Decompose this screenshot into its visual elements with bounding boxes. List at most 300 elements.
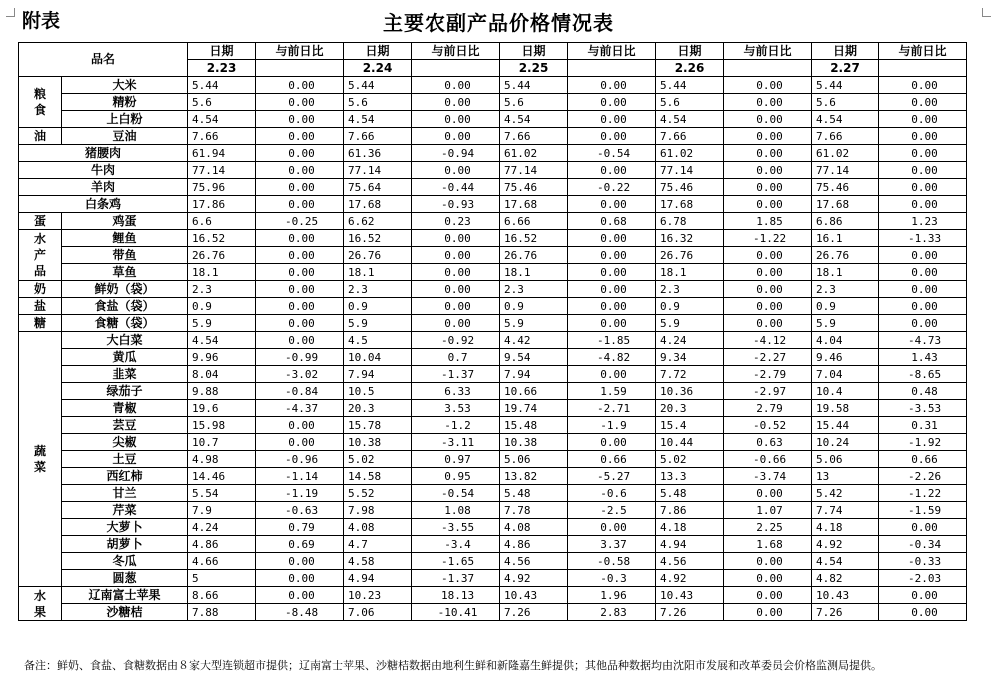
- change-cell: 0.00: [724, 604, 812, 621]
- change-cell: 2.83: [568, 604, 656, 621]
- product-name: 上白粉: [62, 111, 188, 128]
- category-label: 水 产 品: [19, 230, 62, 281]
- change-cell: -10.41: [412, 604, 500, 621]
- price-cell: 9.46: [812, 349, 879, 366]
- price-cell: 5.42: [812, 485, 879, 502]
- change-cell: 0.00: [724, 162, 812, 179]
- table-row: [19, 485, 967, 502]
- header-blank-cell: [256, 60, 344, 77]
- change-cell: 0.00: [568, 315, 656, 332]
- price-cell: 6.62: [344, 213, 412, 230]
- change-cell: 0.00: [879, 519, 967, 536]
- change-cell: -3.53: [879, 400, 967, 417]
- price-cell: 10.43: [500, 587, 568, 604]
- price-cell: 10.04: [344, 349, 412, 366]
- price-cell: 7.66: [812, 128, 879, 145]
- change-cell: 1.96: [568, 587, 656, 604]
- price-cell: 77.14: [188, 162, 256, 179]
- price-cell: 7.06: [344, 604, 412, 621]
- change-cell: -1.37: [412, 570, 500, 587]
- change-cell: 0.95: [412, 468, 500, 485]
- header-date-value: 2.26: [656, 60, 724, 77]
- price-cell: 18.1: [812, 264, 879, 281]
- change-cell: -1.65: [412, 553, 500, 570]
- product-name: 食盐（袋）: [62, 298, 188, 315]
- price-cell: 13: [812, 468, 879, 485]
- price-cell: 16.1: [812, 230, 879, 247]
- price-cell: 26.76: [344, 247, 412, 264]
- product-name: 西红柿: [62, 468, 188, 485]
- price-cell: 4.92: [812, 536, 879, 553]
- change-cell: 0.00: [412, 77, 500, 94]
- price-cell: 7.04: [812, 366, 879, 383]
- change-cell: 0.00: [256, 247, 344, 264]
- change-cell: 0.63: [724, 434, 812, 451]
- category-label: 油: [19, 128, 62, 145]
- change-cell: 0.00: [568, 94, 656, 111]
- price-cell: 10.66: [500, 383, 568, 400]
- price-cell: 10.38: [344, 434, 412, 451]
- table-row: [19, 77, 967, 94]
- price-cell: 4.92: [500, 570, 568, 587]
- price-cell: 5.6: [812, 94, 879, 111]
- price-cell: 17.86: [188, 196, 256, 213]
- price-cell: 8.04: [188, 366, 256, 383]
- price-cell: 61.02: [656, 145, 724, 162]
- price-cell: 7.26: [656, 604, 724, 621]
- change-cell: -3.74: [724, 468, 812, 485]
- change-cell: -0.99: [256, 349, 344, 366]
- change-cell: 0.00: [256, 553, 344, 570]
- price-cell: 5: [188, 570, 256, 587]
- header-date-value: 2.25: [500, 60, 568, 77]
- price-cell: 61.94: [188, 145, 256, 162]
- product-name: 冬瓜: [62, 553, 188, 570]
- change-cell: 0.00: [568, 434, 656, 451]
- price-cell: 5.54: [188, 485, 256, 502]
- change-cell: 0.7: [412, 349, 500, 366]
- change-cell: 0.00: [724, 315, 812, 332]
- product-name: 羊肉: [19, 179, 188, 196]
- change-cell: 0.00: [412, 111, 500, 128]
- header-date-value: 2.27: [812, 60, 879, 77]
- change-cell: 0.00: [879, 162, 967, 179]
- price-cell: 5.9: [344, 315, 412, 332]
- change-cell: 0.00: [724, 94, 812, 111]
- product-name: 辽南富士苹果: [62, 587, 188, 604]
- price-cell: 7.26: [812, 604, 879, 621]
- price-cell: 5.9: [500, 315, 568, 332]
- price-cell: 10.23: [344, 587, 412, 604]
- change-cell: -3.55: [412, 519, 500, 536]
- change-cell: -3.11: [412, 434, 500, 451]
- table-row: [19, 94, 967, 111]
- table-row: [19, 604, 967, 621]
- price-cell: 4.58: [344, 553, 412, 570]
- change-cell: -0.93: [412, 196, 500, 213]
- table-row: [19, 179, 967, 196]
- change-cell: 1.43: [879, 349, 967, 366]
- price-cell: 5.6: [656, 94, 724, 111]
- price-cell: 5.44: [500, 77, 568, 94]
- price-cell: 61.02: [500, 145, 568, 162]
- change-cell: 0.00: [568, 519, 656, 536]
- price-cell: 0.9: [344, 298, 412, 315]
- change-cell: 3.53: [412, 400, 500, 417]
- price-cell: 17.68: [344, 196, 412, 213]
- change-cell: 0.00: [879, 587, 967, 604]
- table-row: [19, 570, 967, 587]
- price-cell: 5.6: [500, 94, 568, 111]
- appendix-label: 附表: [22, 10, 61, 32]
- price-cell: 0.9: [500, 298, 568, 315]
- price-cell: 6.86: [812, 213, 879, 230]
- change-cell: 0.00: [412, 247, 500, 264]
- price-cell: 15.44: [812, 417, 879, 434]
- change-cell: 0.00: [568, 298, 656, 315]
- product-name: 沙糖桔: [62, 604, 188, 621]
- price-cell: 15.78: [344, 417, 412, 434]
- price-cell: 5.52: [344, 485, 412, 502]
- price-cell: 10.38: [500, 434, 568, 451]
- price-cell: 0.9: [812, 298, 879, 315]
- price-cell: 13.82: [500, 468, 568, 485]
- product-name: 精粉: [62, 94, 188, 111]
- price-cell: 4.98: [188, 451, 256, 468]
- table-row: [19, 281, 967, 298]
- change-cell: 0.00: [256, 434, 344, 451]
- table-row: [19, 162, 967, 179]
- table-row: [19, 519, 967, 536]
- table-row: [19, 145, 967, 162]
- price-cell: 20.3: [656, 400, 724, 417]
- price-cell: 18.1: [188, 264, 256, 281]
- price-cell: 13.3: [656, 468, 724, 485]
- price-cell: 4.66: [188, 553, 256, 570]
- price-table-container: [18, 42, 962, 621]
- change-cell: 0.00: [879, 128, 967, 145]
- change-cell: 0.69: [256, 536, 344, 553]
- product-name: 牛肉: [19, 162, 188, 179]
- change-cell: 0.23: [412, 213, 500, 230]
- product-name: 尖椒: [62, 434, 188, 451]
- price-cell: 75.46: [812, 179, 879, 196]
- price-cell: 4.56: [656, 553, 724, 570]
- header-compare-label: 与前日比: [724, 43, 812, 60]
- price-cell: 4.86: [500, 536, 568, 553]
- price-cell: 7.66: [500, 128, 568, 145]
- product-name: 大米: [62, 77, 188, 94]
- category-label: 盐: [19, 298, 62, 315]
- change-cell: 0.00: [256, 315, 344, 332]
- price-cell: 26.76: [656, 247, 724, 264]
- change-cell: 0.00: [256, 264, 344, 281]
- change-cell: -2.27: [724, 349, 812, 366]
- price-cell: 75.46: [500, 179, 568, 196]
- product-name: 鲤鱼: [62, 230, 188, 247]
- product-name: 鸡蛋: [62, 213, 188, 230]
- table-row: [19, 128, 967, 145]
- price-cell: 18.1: [500, 264, 568, 281]
- price-cell: 5.44: [188, 77, 256, 94]
- price-cell: 7.88: [188, 604, 256, 621]
- price-cell: 16.52: [500, 230, 568, 247]
- price-cell: 19.74: [500, 400, 568, 417]
- price-cell: 26.76: [812, 247, 879, 264]
- change-cell: 0.79: [256, 519, 344, 536]
- product-name: 大白菜: [62, 332, 188, 349]
- price-cell: 9.88: [188, 383, 256, 400]
- change-cell: 0.00: [256, 417, 344, 434]
- product-name: 白条鸡: [19, 196, 188, 213]
- change-cell: 0.00: [568, 162, 656, 179]
- price-cell: 5.6: [188, 94, 256, 111]
- price-cell: 7.98: [344, 502, 412, 519]
- category-label: 粮 食: [19, 77, 62, 128]
- change-cell: 0.00: [724, 553, 812, 570]
- price-cell: 7.86: [656, 502, 724, 519]
- table-row: [19, 213, 967, 230]
- table-row: [19, 196, 967, 213]
- price-cell: 10.44: [656, 434, 724, 451]
- price-cell: 4.08: [344, 519, 412, 536]
- change-cell: -0.58: [568, 553, 656, 570]
- price-cell: 10.5: [344, 383, 412, 400]
- change-cell: 0.00: [568, 247, 656, 264]
- price-cell: 5.44: [656, 77, 724, 94]
- change-cell: 0.00: [724, 196, 812, 213]
- header-blank-cell: [412, 60, 500, 77]
- price-cell: 2.3: [344, 281, 412, 298]
- price-cell: 10.36: [656, 383, 724, 400]
- change-cell: -0.6: [568, 485, 656, 502]
- header-date-value: 2.23: [188, 60, 256, 77]
- change-cell: -0.34: [879, 536, 967, 553]
- header-date-label: 日期: [188, 43, 256, 60]
- change-cell: 0.00: [568, 366, 656, 383]
- price-cell: 7.78: [500, 502, 568, 519]
- price-cell: 5.44: [344, 77, 412, 94]
- price-cell: 17.68: [500, 196, 568, 213]
- change-cell: 1.08: [412, 502, 500, 519]
- price-cell: 4.82: [812, 570, 879, 587]
- change-cell: -1.85: [568, 332, 656, 349]
- price-cell: 75.46: [656, 179, 724, 196]
- product-name: 土豆: [62, 451, 188, 468]
- price-cell: 15.98: [188, 417, 256, 434]
- price-cell: 18.1: [656, 264, 724, 281]
- change-cell: 0.00: [568, 196, 656, 213]
- change-cell: 1.23: [879, 213, 967, 230]
- product-name: 胡萝卜: [62, 536, 188, 553]
- change-cell: 0.00: [879, 94, 967, 111]
- price-cell: 14.46: [188, 468, 256, 485]
- change-cell: -3.4: [412, 536, 500, 553]
- product-name: 韭菜: [62, 366, 188, 383]
- change-cell: 0.00: [879, 179, 967, 196]
- price-cell: 4.42: [500, 332, 568, 349]
- change-cell: -1.37: [412, 366, 500, 383]
- price-cell: 5.9: [188, 315, 256, 332]
- change-cell: 0.00: [412, 281, 500, 298]
- table-row: [19, 315, 967, 332]
- price-cell: 17.68: [656, 196, 724, 213]
- change-cell: 0.66: [879, 451, 967, 468]
- price-cell: 77.14: [500, 162, 568, 179]
- price-cell: 5.48: [500, 485, 568, 502]
- change-cell: 1.68: [724, 536, 812, 553]
- change-cell: -1.33: [879, 230, 967, 247]
- change-cell: 0.66: [568, 451, 656, 468]
- change-cell: -1.59: [879, 502, 967, 519]
- change-cell: 0.00: [879, 145, 967, 162]
- change-cell: -4.82: [568, 349, 656, 366]
- header-row-labels: [19, 43, 967, 60]
- price-cell: 5.6: [344, 94, 412, 111]
- change-cell: 0.00: [256, 298, 344, 315]
- change-cell: -0.54: [568, 145, 656, 162]
- change-cell: 0.00: [724, 264, 812, 281]
- price-cell: 7.9: [188, 502, 256, 519]
- price-cell: 19.6: [188, 400, 256, 417]
- change-cell: 0.00: [412, 315, 500, 332]
- header-blank-cell: [724, 60, 812, 77]
- change-cell: -0.96: [256, 451, 344, 468]
- change-cell: 0.00: [568, 281, 656, 298]
- header-compare-label: 与前日比: [568, 43, 656, 60]
- product-name: 猪腰肉: [19, 145, 188, 162]
- price-table: [18, 42, 967, 621]
- change-cell: 0.00: [412, 128, 500, 145]
- price-cell: 16.52: [188, 230, 256, 247]
- price-cell: 26.76: [500, 247, 568, 264]
- product-name: 大萝卜: [62, 519, 188, 536]
- price-cell: 4.08: [500, 519, 568, 536]
- product-name: 甘兰: [62, 485, 188, 502]
- change-cell: 0.00: [568, 77, 656, 94]
- change-cell: 0.00: [412, 94, 500, 111]
- table-row: [19, 349, 967, 366]
- change-cell: 0.00: [256, 111, 344, 128]
- price-cell: 4.92: [656, 570, 724, 587]
- price-cell: 26.76: [188, 247, 256, 264]
- price-cell: 10.43: [656, 587, 724, 604]
- table-row: [19, 553, 967, 570]
- price-cell: 4.54: [500, 111, 568, 128]
- change-cell: 0.00: [724, 247, 812, 264]
- change-cell: 1.59: [568, 383, 656, 400]
- table-row: [19, 298, 967, 315]
- change-cell: -2.26: [879, 468, 967, 485]
- change-cell: 0.00: [879, 604, 967, 621]
- table-row: [19, 502, 967, 519]
- price-cell: 4.94: [656, 536, 724, 553]
- change-cell: 2.79: [724, 400, 812, 417]
- price-cell: 5.06: [812, 451, 879, 468]
- change-cell: 0.00: [568, 128, 656, 145]
- price-cell: 2.3: [656, 281, 724, 298]
- price-cell: 9.96: [188, 349, 256, 366]
- change-cell: 0.00: [724, 570, 812, 587]
- price-cell: 4.54: [188, 332, 256, 349]
- change-cell: 0.00: [412, 162, 500, 179]
- category-label: 蛋: [19, 213, 62, 230]
- header-compare-label: 与前日比: [256, 43, 344, 60]
- product-name: 芸豆: [62, 417, 188, 434]
- change-cell: 18.13: [412, 587, 500, 604]
- change-cell: -5.27: [568, 468, 656, 485]
- price-cell: 5.02: [344, 451, 412, 468]
- table-row: [19, 587, 967, 604]
- change-cell: 0.68: [568, 213, 656, 230]
- change-cell: 6.33: [412, 383, 500, 400]
- price-cell: 19.58: [812, 400, 879, 417]
- change-cell: 1.85: [724, 213, 812, 230]
- table-row: [19, 468, 967, 485]
- price-cell: 7.66: [656, 128, 724, 145]
- price-cell: 4.54: [812, 553, 879, 570]
- change-cell: -2.71: [568, 400, 656, 417]
- price-cell: 4.24: [656, 332, 724, 349]
- price-cell: 17.68: [812, 196, 879, 213]
- header-blank-cell: [568, 60, 656, 77]
- product-name: 草鱼: [62, 264, 188, 281]
- change-cell: -0.33: [879, 553, 967, 570]
- header-date-label: 日期: [500, 43, 568, 60]
- change-cell: 0.00: [256, 570, 344, 587]
- category-label: 水 果: [19, 587, 62, 621]
- price-cell: 6.66: [500, 213, 568, 230]
- product-name: 黄瓜: [62, 349, 188, 366]
- price-cell: 14.58: [344, 468, 412, 485]
- change-cell: 0.00: [724, 111, 812, 128]
- change-cell: 0.00: [256, 77, 344, 94]
- price-cell: 20.3: [344, 400, 412, 417]
- price-cell: 75.64: [344, 179, 412, 196]
- change-cell: -1.92: [879, 434, 967, 451]
- change-cell: 0.00: [724, 485, 812, 502]
- header-date-label: 日期: [812, 43, 879, 60]
- header-date-label: 日期: [656, 43, 724, 60]
- price-cell: 7.66: [188, 128, 256, 145]
- price-cell: 5.48: [656, 485, 724, 502]
- table-row: [19, 264, 967, 281]
- price-cell: 18.1: [344, 264, 412, 281]
- change-cell: -3.02: [256, 366, 344, 383]
- table-row: [19, 434, 967, 451]
- table-row: [19, 230, 967, 247]
- header-compare-label: 与前日比: [412, 43, 500, 60]
- change-cell: -0.25: [256, 213, 344, 230]
- product-name: 带鱼: [62, 247, 188, 264]
- price-cell: 4.56: [500, 553, 568, 570]
- change-cell: 0.97: [412, 451, 500, 468]
- change-cell: -1.9: [568, 417, 656, 434]
- change-cell: 0.00: [724, 298, 812, 315]
- table-row: [19, 400, 967, 417]
- product-name: 圆葱: [62, 570, 188, 587]
- change-cell: 0.00: [568, 230, 656, 247]
- price-cell: 2.3: [188, 281, 256, 298]
- price-cell: 9.34: [656, 349, 724, 366]
- product-name: 绿茄子: [62, 383, 188, 400]
- price-cell: 5.9: [812, 315, 879, 332]
- change-cell: 0.00: [256, 162, 344, 179]
- change-cell: -4.12: [724, 332, 812, 349]
- change-cell: -2.97: [724, 383, 812, 400]
- change-cell: -0.63: [256, 502, 344, 519]
- change-cell: -0.54: [412, 485, 500, 502]
